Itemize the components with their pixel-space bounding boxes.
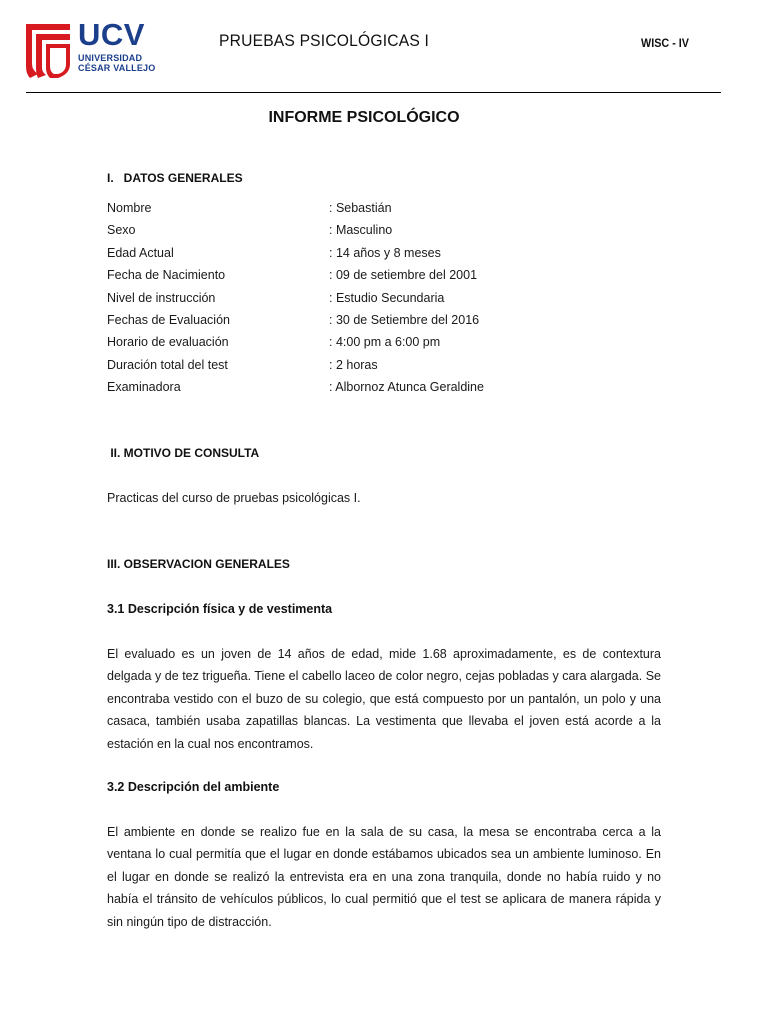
field-value: : Sebastián [329, 201, 392, 215]
report-title: INFORME PSICOLÓGICO [268, 109, 460, 126]
field-label: Fecha de Nacimiento [107, 268, 226, 283]
table-row [107, 199, 667, 221]
field-label: Nivel de instrucción [107, 290, 216, 305]
table-row [107, 333, 667, 355]
logo-line-2: CÉSAR VALLEJO [78, 63, 156, 73]
university-logo [24, 17, 156, 80]
logo-line-1: UNIVERSIDAD [78, 53, 143, 63]
logo-wordmark [78, 17, 158, 73]
field-value: : 09 de setiembre del 2001 [329, 268, 478, 283]
section-observaciones-heading: III. OBSERVACION GENERALES [107, 557, 290, 571]
field-value: : 2 horas [329, 357, 378, 372]
table-row [107, 289, 667, 311]
subsection-descripcion-ambiente-heading: 3.2 Descripción del ambiente [107, 780, 280, 794]
table-row [107, 266, 667, 288]
logo-brand: UCV [78, 17, 145, 52]
field-value: : 4:00 pm a 6:00 pm [329, 335, 441, 350]
field-label: Fechas de Evaluación [107, 312, 230, 327]
field-label: Duración total del test [107, 357, 228, 372]
section-motivo-consulta-heading: II. MOTIVO DE CONSULTA [107, 446, 260, 460]
field-label: Examinadora [107, 380, 181, 395]
general-data-table [107, 199, 667, 401]
field-value: : Albornoz Atunca Geraldine [329, 380, 484, 395]
descripcion-fisica-text: El evaluado es un joven de 14 años de edad, mide 1.68 aproximadamente, es de contextura delgada y de tez trigueña. Tiene el cabello laceo de color negro, cejas pobladas y cara alargada. Se encontraba vestido con el buzo de su colegio, que está compuesto por un pantalón, un polo y una casaca, también usaba zapatillas blancas. La vestimenta que llevaba el joven está acorde a la estación en la cual nos encontramos. [107, 647, 661, 751]
header-divider [26, 92, 721, 93]
descripcion-ambiente-text: El ambiente en donde se realizo fue en la sala de su casa, la mesa se encontraba cerca a la ventana lo cual permitía que el lugar en donde estábamos ubicados sea un ambiente luminoso. En el lugar en donde se realizó la entrevista era en una zona tranquila, donde no había ruido y no había el tránsito de vehículos públicos, lo cual permitió que el test se aplicara de manera rápida y sin ningún tipo de distracción. [107, 825, 661, 929]
course-title: PRUEBAS PSICOLÓGICAS I [219, 31, 430, 50]
field-label: Sexo [107, 223, 136, 238]
page-header [0, 0, 768, 94]
motivo-consulta-text: Practicas del curso de pruebas psicológicas I. [107, 491, 361, 505]
test-code: WISC - IV [641, 36, 690, 50]
field-value: : Masculino [329, 223, 393, 238]
table-row [107, 221, 667, 243]
field-value: : 30 de Setiembre del 2016 [329, 312, 480, 327]
table-row [107, 244, 667, 266]
field-value: : Estudio Secundaria [329, 290, 445, 305]
subsection-descripcion-fisica-heading: 3.1 Descripción física y de vestimenta [107, 602, 333, 616]
field-value: : 14 años y 8 meses [329, 245, 441, 260]
section-datos-generales-heading: I. DATOS GENERALES [107, 171, 243, 185]
field-label: Nombre [107, 201, 152, 215]
field-label: Edad Actual [107, 245, 174, 260]
field-label: Horario de evaluación [107, 335, 229, 350]
ucv-emblem-icon [24, 20, 72, 80]
table-row [107, 378, 667, 400]
table-row [107, 311, 667, 333]
table-row [107, 356, 667, 378]
